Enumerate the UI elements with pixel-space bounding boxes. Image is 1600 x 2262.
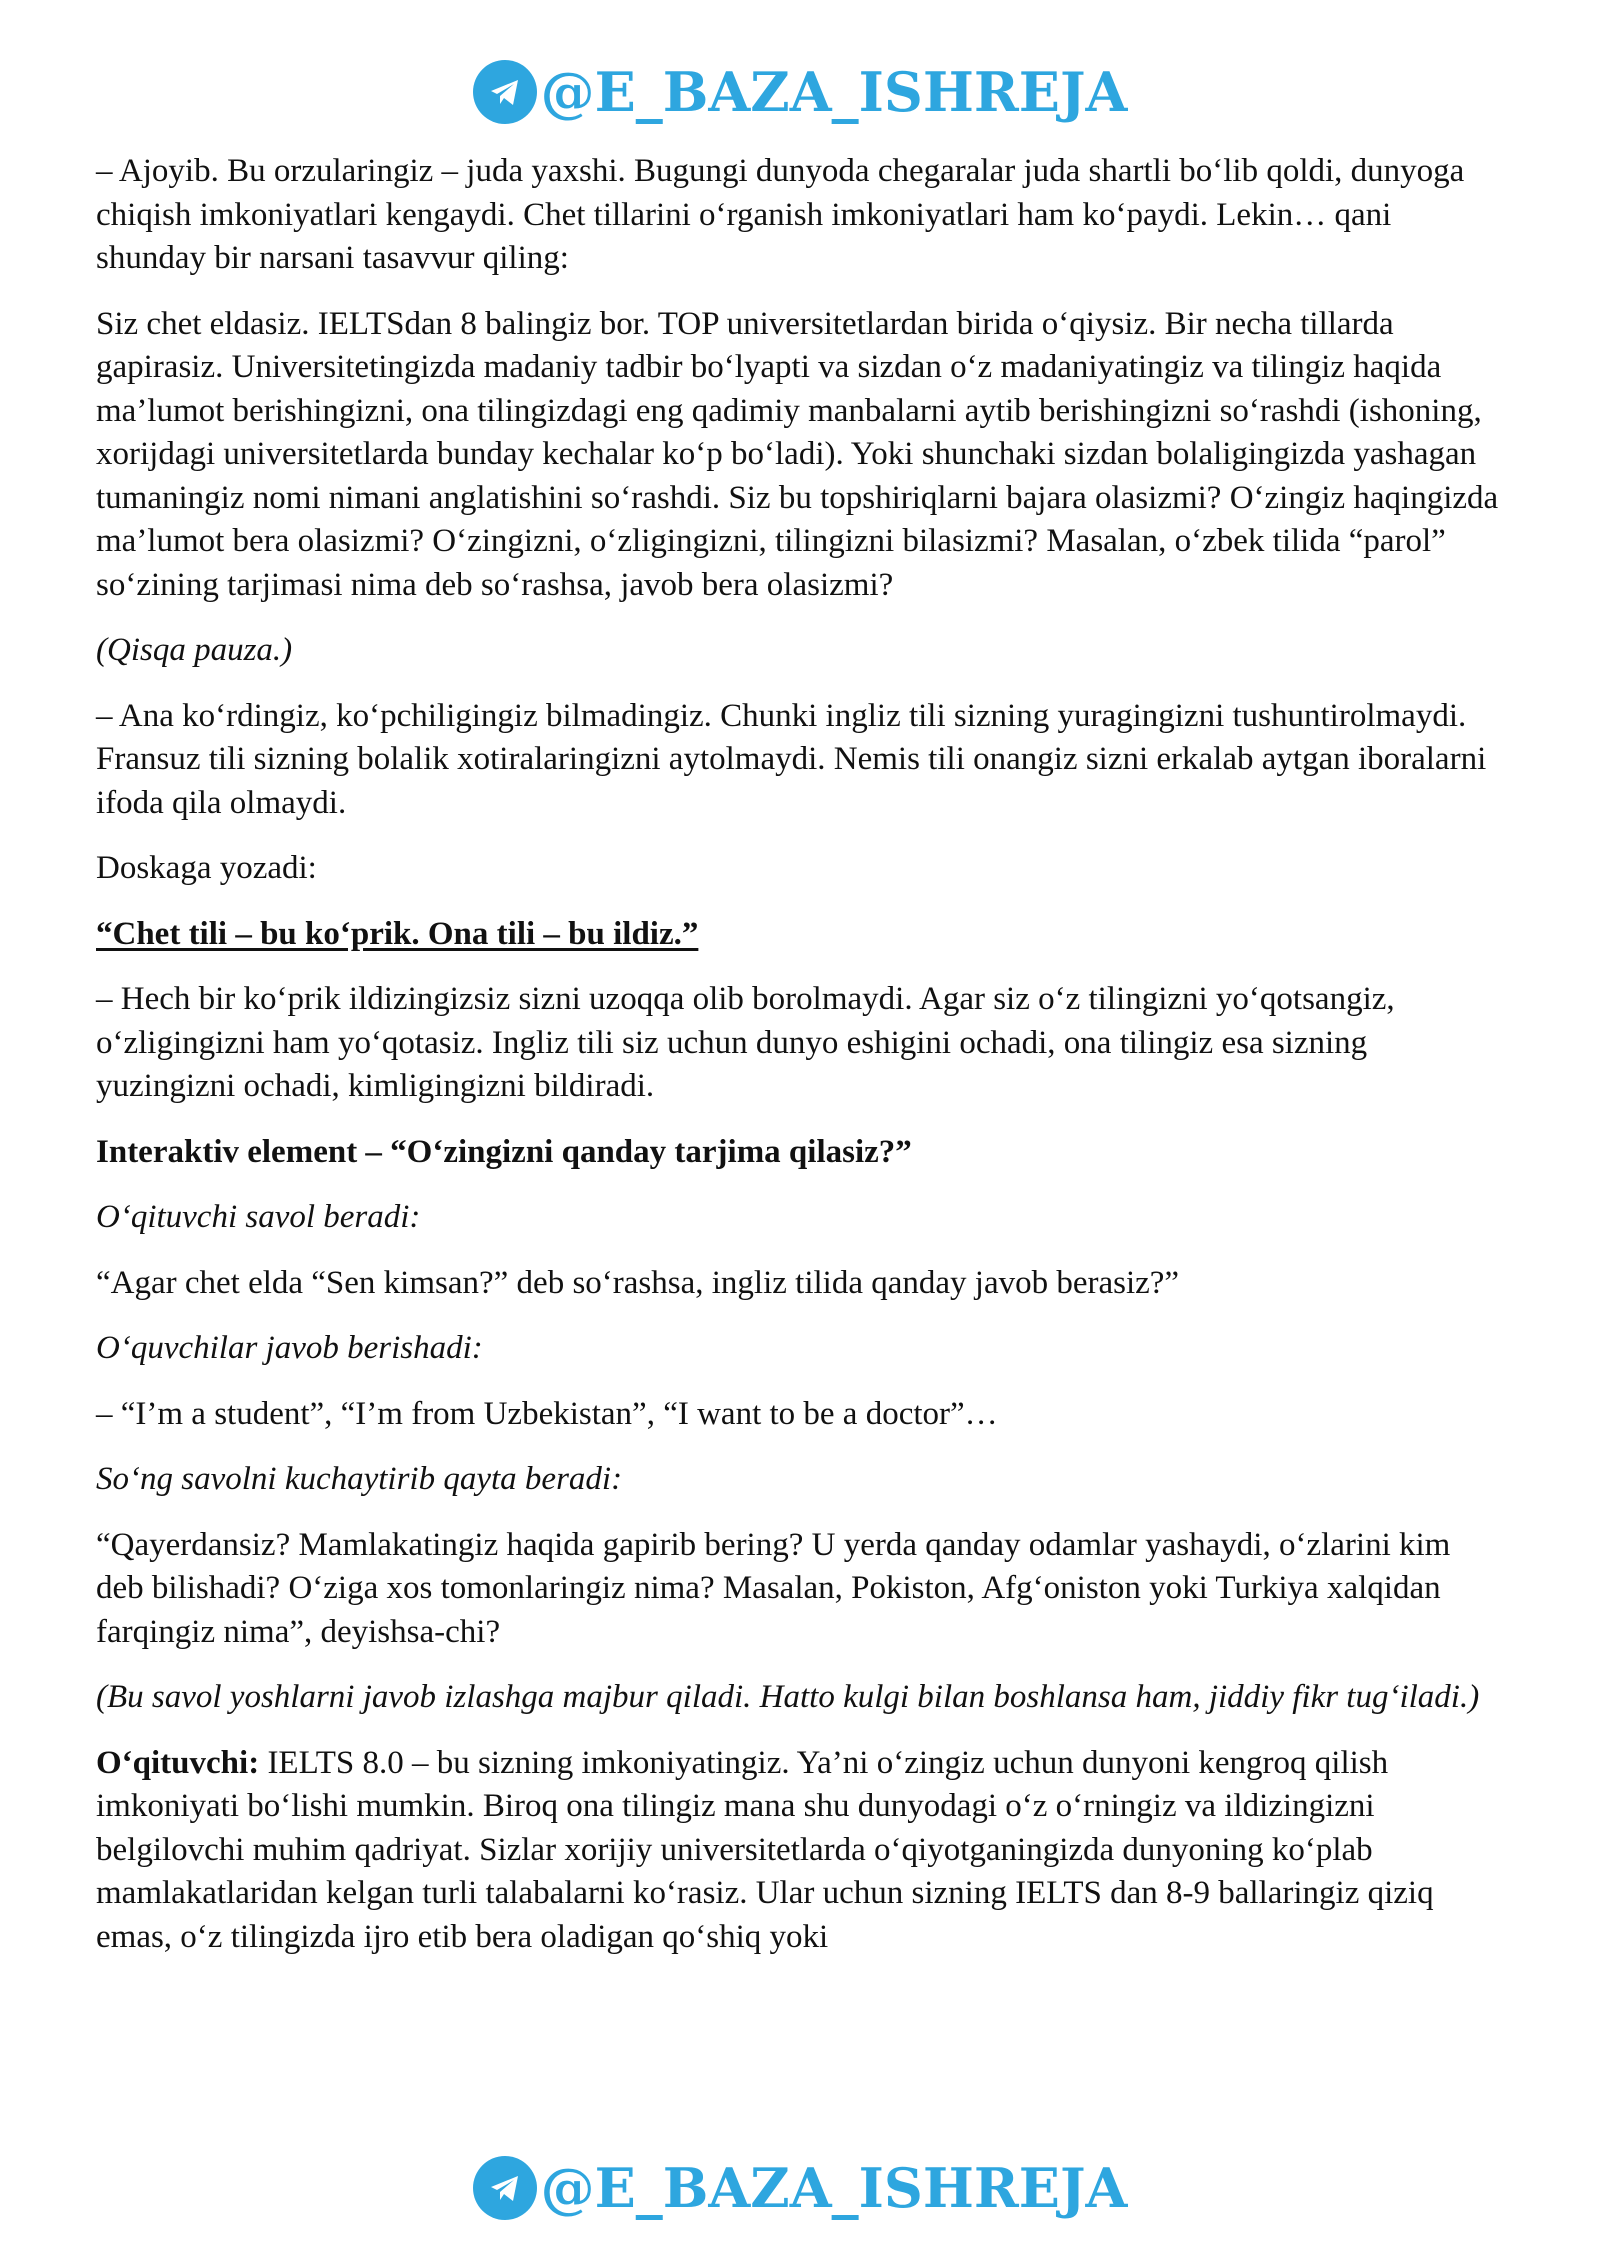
- section-heading: Interaktiv element – “O‘zingizni qanday tarjima qilasiz?”: [96, 1133, 912, 1170]
- telegram-icon: [473, 60, 537, 124]
- paragraph: “Agar chet elda “Sen kimsan?” deb so‘rashsa, ingliz tilida qanday javob berasiz?”: [96, 1264, 1180, 1301]
- paragraph: – Hech bir ko‘prik ildizingizsiz sizni uzoqqa olib borolmaydi. Agar siz o‘z tilingizni yo‘qotsangiz, o‘zligingizni ham yo‘qotasiz. Ingliz tili siz uchun dunyo eshigini ochadi, ona tilingiz esa sizning yuzingizni ochadi, kimligingizni bildiradi.: [96, 981, 1395, 1104]
- footer-brand: [0, 2148, 1600, 2228]
- paragraph-text: IELTS 8.0 – bu sizning imkoniyatingiz. Ya’ni o‘zingiz uchun dunyoni kengroq qilish imkoniyati bo‘lishi mumkin. Biroq ona tilingiz mana shu dunyodagi o‘z o‘rningiz va ildizingizni belgilovchi muhim qadriyat. Sizlar xorijiy universitetlarda o‘qiyotganingizda dunyoning ko‘plab mamlakatlaridan kelgan turli talabalarni ko‘rasiz. Ular uchun sizning IELTS dan 8-9 ballaringiz qiziq emas, o‘z tilingizda ijro etib bera oladigan qo‘shiq yoki: [96, 1744, 1434, 1955]
- header-brand: [0, 52, 1600, 132]
- paragraph: – Ana ko‘rdingiz, ko‘pchiligingiz bilmadingiz. Chunki ingliz tili sizning yuragingizni tushuntirolmaydi. Fransuz tili sizning bolalik xotiralaringizni aytolmaydi. Nemis tili onangiz sizni erkalab aytgan iboralarni ifoda qila olmaydi.: [96, 697, 1487, 821]
- paragraph: Doskaga yozadi:: [96, 850, 317, 886]
- board-quote: “Chet tili – bu ko‘prik. Ona tili – bu ildiz.”: [96, 915, 699, 952]
- stage-direction: (Bu savol yoshlarni javob izlashga majbur qiladi. Hatto kulgi bilan boshlansa ham, jiddiy fikr tug‘iladi.): [96, 1679, 1480, 1715]
- channel-handle: @E_BAZA_ISHREJA: [540, 2156, 1128, 2220]
- channel-handle: @E_BAZA_ISHREJA: [540, 60, 1128, 124]
- telegram-icon: [473, 2156, 537, 2220]
- stage-direction: (Qisqa pauza.): [96, 632, 293, 668]
- teacher-paragraph: [96, 1742, 1506, 1960]
- paragraph: “Qayerdansiz? Mamlakatingiz haqida gapirib bering? U yerda qanday odamlar yashaydi, o‘zlarini kim deb bilishadi? O‘ziga xos tomonlaringiz nima? Masalan, Pokiston, Afg‘oniston yoki Turkiya xalqidan farqingiz nima”, deyishsa-chi?: [96, 1526, 1451, 1650]
- stage-direction: So‘ng savolni kuchaytirib qayta beradi:: [96, 1461, 623, 1497]
- document-body: [96, 150, 1506, 1981]
- stage-direction: O‘qituvchi savol beradi:: [96, 1199, 421, 1235]
- stage-direction: O‘quvchilar javob berishadi:: [96, 1330, 483, 1366]
- paragraph: – “I’m a student”, “I’m from Uzbekistan”, “I want to be a doctor”…: [96, 1395, 998, 1432]
- paragraph: – Ajoyib. Bu orzularingiz – juda yaxshi. Bugungi dunyoda chegaralar juda shartli bo‘lib qoldi, dunyoga chiqish imkoniyatlari kengaydi. Chet tillarini o‘rganish imkoniyatlari ham ko‘paydi. Lekin… qani shunday bir narsani tasavvur qiling:: [96, 153, 1465, 276]
- paragraph: Siz chet eldasiz. IELTSdan 8 balingiz bor. TOP universitetlardan birida o‘qiysiz. Bir necha tillarda gapirasiz. Universitetingizda madaniy tadbir bo‘lyapti va sizdan o‘z madaniyatingiz va tilingiz haqida ma’lumot berishingizni, ona tilingizdagi eng qadimiy manbalarni aytib berishingizni so‘rashdi (ishoning, xorijdagi universitetlarda bunday kechalar ko‘p bo‘ladi). Yoki shunchaki sizdan bolaligingizda yashagan tumaningiz nomi nimani anglatishini so‘rashdi. Siz bu topshiriqlarni bajara olasizmi? O‘zingiz haqingizda ma’lumot bera olasizmi? O‘zingizni, o‘zligingizni, tilingizni bilasizmi? Masalan, o‘zbek tilida “parol” so‘zining tarjimasi nima deb so‘rashsa, javob bera olasizmi?: [96, 305, 1499, 603]
- speaker-label: O‘qituvchi:: [96, 1744, 260, 1781]
